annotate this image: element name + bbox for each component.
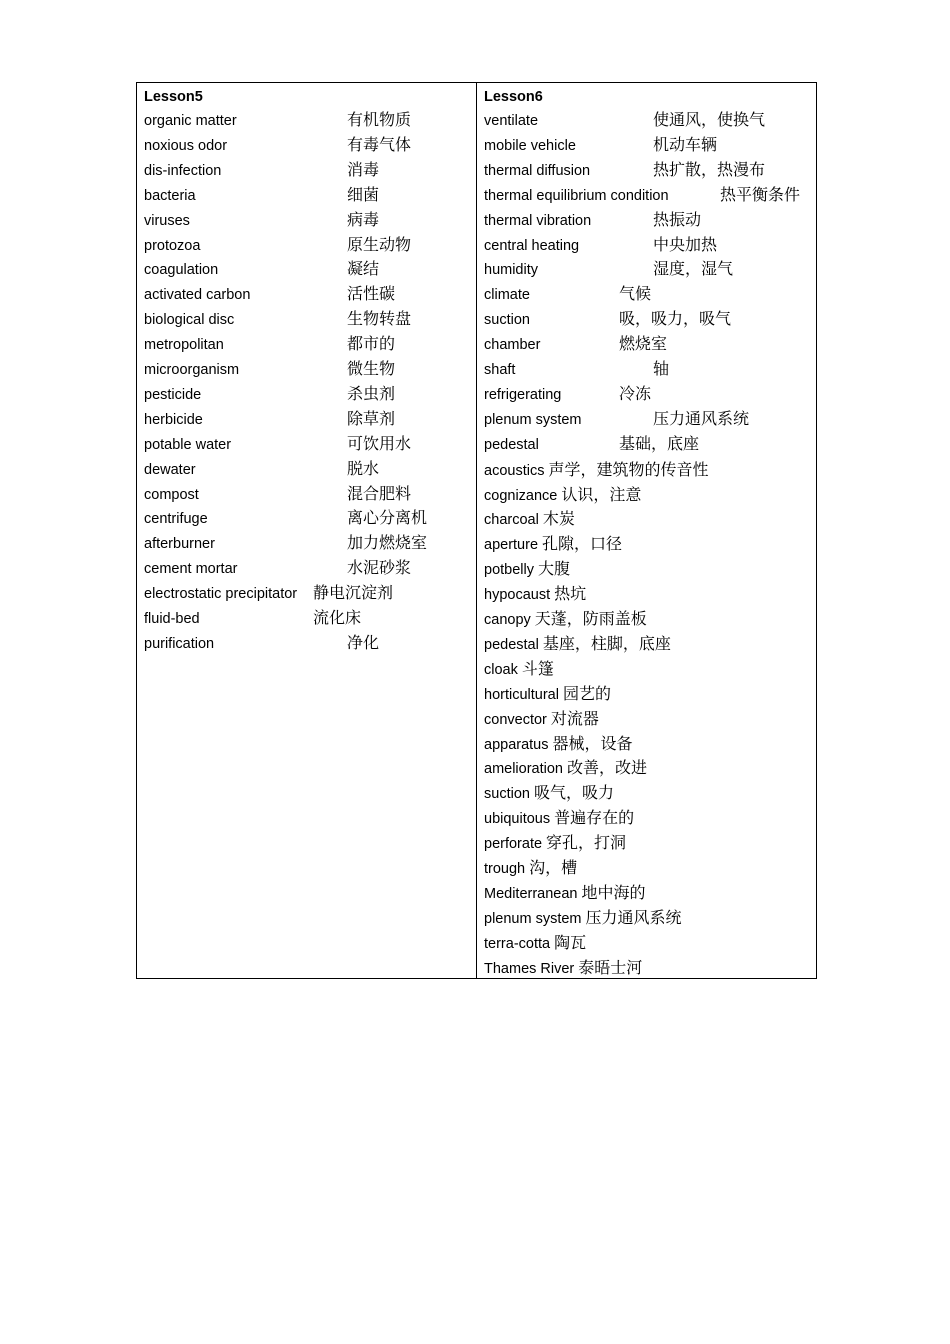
lesson6-entry [484,433,700,460]
chinese-translation: 原生动物 [347,234,412,254]
lesson5-entry [144,433,412,460]
chinese-translation: 杀虫剂 [347,383,396,403]
english-term: ventilate [484,113,539,129]
english-term: activated carbon [144,287,251,304]
chinese-translation: 普遍存在的 [554,808,635,828]
chinese-translation: 压力通风系统 [653,408,750,428]
chinese-translation: 湿度，湿气 [653,259,734,279]
chinese-translation: 细菌 [347,184,380,204]
english-term: climate [484,287,530,304]
lesson5-entry [144,259,380,285]
lesson6-entry [484,734,633,759]
lesson6-entry [484,110,766,136]
english-term: microorganism [144,362,240,378]
lesson6-entry [484,609,647,634]
chinese-translation: 轴 [653,359,670,378]
lesson6-entry [484,485,641,510]
chinese-translation: 穿孔，打洞 [546,833,627,853]
lesson5-entry [144,110,412,136]
lesson5-entry [144,533,428,559]
chinese-translation: 器械，设备 [552,733,633,753]
english-term: dis-infection [144,162,222,179]
lesson6-entry [484,159,766,186]
chinese-translation: 加力燃烧室 [347,533,428,553]
english-term: chamber [484,337,541,354]
lesson6-entry [484,284,652,310]
chinese-translation: 都市的 [347,334,396,354]
chinese-translation: 混合肥料 [347,483,412,503]
chinese-translation: 热坑 [554,584,587,604]
lesson6-entry [484,709,599,734]
chinese-translation: 燃烧室 [619,334,668,354]
lesson5-entry [144,408,396,435]
chinese-translation: 消毒 [347,159,380,179]
english-term: noxious odor [144,137,228,154]
english-term: thermal diffusion [484,162,591,179]
english-term: thermal vibration [484,212,592,229]
chinese-translation: 园艺的 [562,683,611,703]
english-term: shaft [484,362,516,378]
chinese-translation: 吸，吸力，吸气 [619,309,732,329]
chinese-translation: 静电沉淀剂 [313,583,394,603]
lesson5-entry [144,383,396,410]
english-term: protozoa [144,237,201,254]
lesson6-entry [484,460,708,485]
chinese-translation: 地中海的 [581,882,646,902]
english-term: Thames River [484,960,575,977]
english-term: centrifuge [144,511,208,528]
chinese-translation: 气候 [619,284,652,304]
english-term: perforate [484,836,543,853]
chinese-translation: 泰晤士河 [578,957,643,977]
chinese-translation: 声学，建筑物的传音性 [548,459,709,479]
english-term: thermal equilibrium condition [484,187,669,204]
lesson6-entry [484,209,702,236]
lesson6-entry [484,509,575,534]
english-term: biological disc [144,312,235,329]
english-term: aperture [484,537,539,554]
english-term: electrostatic precipitator [144,586,298,603]
english-term: herbicide [144,411,203,428]
chinese-translation: 热平衡条件 [720,184,801,204]
lesson5-entry [144,558,412,584]
chinese-translation: 除草剂 [347,408,396,428]
chinese-translation: 陶瓦 [554,932,587,952]
lesson6-column [477,83,816,978]
lesson5-entry [144,334,396,360]
lesson6-entry [484,883,646,908]
chinese-translation: 热扩散，热漫布 [653,159,766,179]
chinese-translation: 活性碳 [347,284,396,304]
lesson5-entry [144,309,412,335]
lesson6-entry [484,559,570,584]
vocabulary-table [136,82,817,979]
lesson5-entry [144,632,380,659]
chinese-translation: 沟，槽 [529,858,578,877]
english-term: ubiquitous [484,811,551,828]
english-term: humidity [484,262,538,279]
chinese-translation: 脱水 [347,458,380,478]
lesson6-entry [484,908,682,933]
english-term: compost [144,486,199,503]
chinese-translation: 斗篷 [521,658,554,678]
chinese-translation: 凝结 [347,259,380,279]
lesson5-entry [144,134,412,161]
english-term: trough [484,861,526,877]
chinese-translation: 改善，改进 [567,758,648,778]
chinese-translation: 中央加热 [653,234,718,254]
lesson5-entry [144,583,394,609]
english-term: terra-cotta [484,935,551,952]
chinese-translation: 天蓬，防雨盖板 [534,609,647,628]
english-term: plenum system [484,910,582,927]
lesson6-entry [484,858,577,883]
lesson5-entry [144,483,412,510]
chinese-translation: 病毒 [347,209,380,229]
lesson6-entry [484,584,586,609]
english-term: Mediterranean [484,885,578,902]
english-term: apparatus [484,736,549,753]
english-term: cognizance [484,487,558,504]
lesson6-entry [484,408,750,435]
chinese-translation: 大腹 [537,559,570,579]
english-term: suction [484,312,530,329]
english-term: acoustics [484,462,545,479]
lesson5-title: Lesson5 [144,89,203,105]
english-term: cloak [484,661,518,678]
english-term: central heating [484,237,580,254]
lesson6-entry [484,684,611,709]
chinese-translation: 流化床 [313,608,362,627]
chinese-translation: 基座，柱脚，底座 [542,633,671,653]
chinese-translation: 热振动 [653,209,702,229]
english-term: viruses [144,212,190,229]
english-term: amelioration [484,761,563,778]
lesson6-entry [484,184,801,211]
lesson6-title: Lesson6 [484,89,543,105]
english-term: pedestal [484,436,539,453]
lesson6-entry [484,259,734,285]
lesson6-entry [484,659,554,684]
chinese-translation: 有毒气体 [347,134,412,154]
lesson6-entry [484,933,586,958]
english-term: fluid-bed [144,611,200,627]
chinese-translation: 基础，底座 [619,433,700,453]
lesson6-entry [484,134,718,161]
english-term: canopy [484,612,531,628]
english-term: potbelly [484,562,534,579]
lesson6-entry [484,783,614,808]
lesson6-entry [484,833,626,858]
lesson5-entry [144,284,396,310]
lesson6-entry [484,334,668,360]
chinese-translation: 使通风，使换气 [653,110,766,129]
lesson6-entry [484,309,732,335]
english-term: refrigerating [484,386,562,403]
chinese-translation: 对流器 [550,708,599,728]
english-term: afterburner [144,536,215,553]
english-term: dewater [144,461,196,478]
english-term: mobile vehicle [484,137,576,154]
lesson6-entry [484,758,647,783]
lesson6-entry [484,634,671,659]
chinese-translation: 木炭 [542,509,575,529]
chinese-translation: 水泥砂浆 [347,558,412,578]
english-term: purification [144,635,215,652]
chinese-translation: 吸气，吸力 [533,783,614,803]
english-term: bacteria [144,187,196,204]
lesson5-column [137,83,477,978]
lesson6-entry [484,359,670,385]
english-term: organic matter [144,113,237,129]
chinese-translation: 生物转盘 [347,309,412,329]
english-term: cement mortar [144,561,238,578]
lesson5-entry [144,234,412,261]
english-term: pesticide [144,386,202,403]
chinese-translation: 有机物质 [347,110,412,129]
lesson6-entry [484,383,652,410]
english-term: potable water [144,436,232,453]
english-term: metropolitan [144,337,224,354]
chinese-translation: 可饮用水 [347,433,412,453]
english-term: charcoal [484,512,539,529]
chinese-translation: 净化 [347,632,380,652]
chinese-translation: 冷冻 [619,383,652,403]
english-term: hypocaust [484,587,551,604]
lesson6-entry [484,958,642,983]
lesson6-entry [484,234,718,261]
chinese-translation: 压力通风系统 [585,907,682,927]
english-term: pedestal [484,636,539,653]
english-term: coagulation [144,262,219,279]
chinese-translation: 微生物 [347,359,396,378]
english-term: horticultural [484,686,559,703]
english-term: plenum system [484,411,582,428]
chinese-translation: 孔隙，口径 [542,534,623,554]
lesson5-entry [144,359,396,385]
lesson5-entry [144,209,380,236]
english-term: suction [484,786,530,803]
chinese-translation: 认识，注意 [561,484,642,504]
lesson6-entry [484,808,634,833]
lesson5-entry [144,159,380,186]
chinese-translation: 离心分离机 [347,508,428,528]
lesson5-entry [144,508,428,534]
lesson5-entry [144,184,380,211]
chinese-translation: 机动车辆 [653,134,718,154]
lesson5-entry [144,608,362,634]
english-term: convector [484,711,547,728]
lesson5-entry [144,458,380,485]
lesson6-entry [484,534,622,559]
